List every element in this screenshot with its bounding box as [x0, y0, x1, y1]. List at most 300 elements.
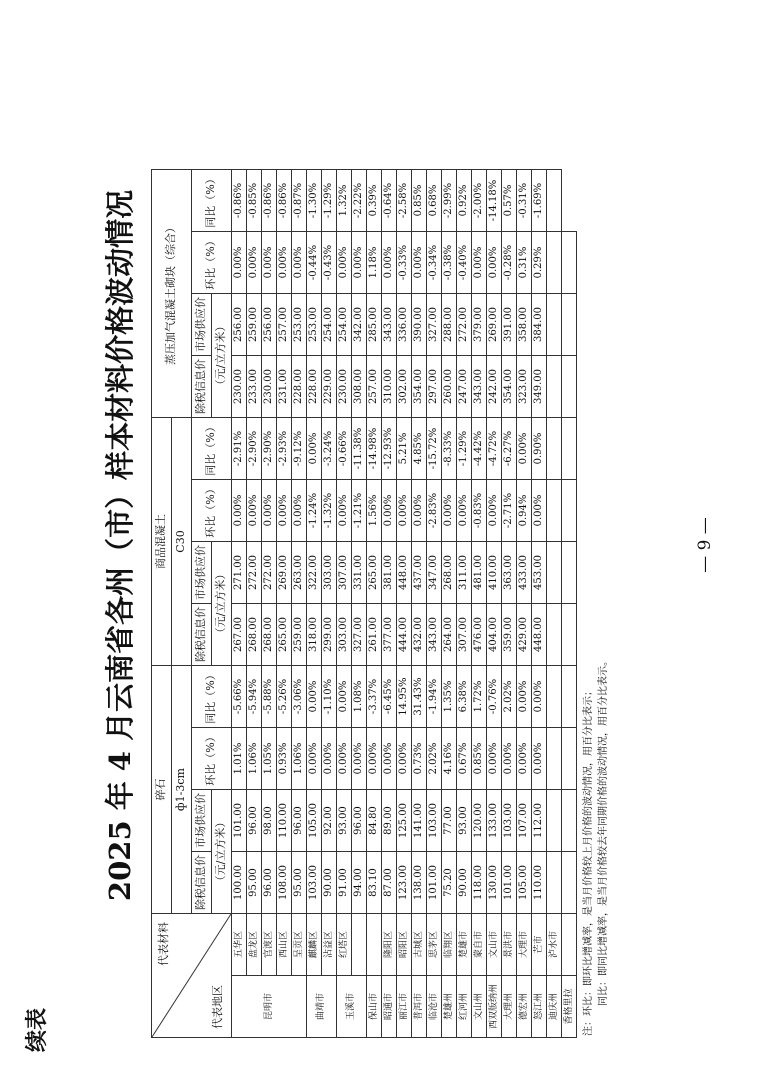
value-cell: 1.56% — [367, 480, 382, 542]
city-cell: 怒江州 — [532, 976, 547, 1038]
table-row — [532, 170, 547, 1038]
value-cell: 437.00 — [412, 542, 427, 604]
col-ex-tax-1: 除税信息价 — [192, 852, 212, 914]
value-cell — [562, 480, 577, 542]
city-cell: 玉溪市 — [337, 976, 367, 1038]
value-cell: -11.38% — [352, 418, 367, 480]
value-cell: 0.00% — [502, 728, 517, 790]
col-market-1: 市场供应价 — [192, 790, 212, 852]
rotated-content — [95, 53, 635, 1038]
value-cell: 0.00% — [412, 232, 427, 294]
value-cell: 0.00% — [337, 232, 352, 294]
note-yoy: 同比：即同比增减率，是当月价格较去年同期价格的波动情况，用百分比表示。 — [598, 656, 609, 1006]
value-cell: 118.00 — [472, 852, 487, 914]
value-cell: 0.00% — [382, 480, 397, 542]
city-cell: 红河州 — [457, 976, 472, 1038]
value-cell: 303.00 — [322, 542, 337, 604]
value-cell: 268.00 — [262, 604, 277, 666]
district-cell: 西山区 — [277, 914, 292, 976]
value-cell: 1.35% — [442, 666, 457, 728]
value-cell: 0.00% — [517, 418, 532, 480]
value-cell: 230.00 — [232, 356, 247, 418]
city-cell: 普洱市 — [412, 976, 427, 1038]
value-cell: -6.27% — [502, 418, 517, 480]
col-mom-3: 环比（%） — [192, 232, 232, 294]
value-cell: -2.00% — [472, 170, 487, 232]
value-cell: 429.00 — [517, 604, 532, 666]
value-cell: -12.93% — [382, 418, 397, 480]
value-cell: 307.00 — [457, 604, 472, 666]
value-cell: 2.02% — [502, 666, 517, 728]
district-cell — [367, 914, 382, 976]
value-cell: 77.00 — [442, 790, 457, 852]
city-cell: 西双版纳州 — [487, 976, 502, 1038]
value-cell — [547, 852, 562, 914]
value-cell: 444.00 — [397, 604, 412, 666]
value-cell: -5.88% — [262, 666, 277, 728]
value-cell: 120.00 — [472, 790, 487, 852]
value-cell: 14.95% — [397, 666, 412, 728]
value-cell — [562, 728, 577, 790]
value-cell: 84.80 — [367, 790, 382, 852]
value-cell: 230.00 — [337, 356, 352, 418]
table-row — [232, 170, 247, 1038]
value-cell: 343.00 — [427, 604, 442, 666]
value-cell: 0.85% — [472, 728, 487, 790]
value-cell: 272.00 — [457, 294, 472, 356]
value-cell: 379.00 — [472, 294, 487, 356]
value-cell: 123.00 — [397, 852, 412, 914]
value-cell: 101.00 — [502, 852, 517, 914]
value-cell: 336.00 — [397, 294, 412, 356]
value-cell: -5.66% — [232, 666, 247, 728]
value-cell: 0.00% — [307, 728, 322, 790]
value-cell: -1.10% — [322, 666, 337, 728]
value-cell: 94.00 — [352, 852, 367, 914]
value-cell: -4.72% — [487, 418, 502, 480]
value-cell: 0.00% — [532, 480, 547, 542]
value-cell: 0.00% — [232, 232, 247, 294]
value-cell: 0.00% — [367, 728, 382, 790]
value-cell: 1.72% — [472, 666, 487, 728]
value-cell: 0.00% — [262, 232, 277, 294]
table-row — [442, 170, 457, 1038]
value-cell: -8.33% — [442, 418, 457, 480]
value-cell: -2.90% — [262, 418, 277, 480]
value-cell: -0.34% — [427, 232, 442, 294]
value-cell: 343.00 — [382, 294, 397, 356]
value-cell: 108.00 — [277, 852, 292, 914]
value-cell: -1.29% — [322, 170, 337, 232]
value-cell: 254.00 — [322, 294, 337, 356]
group-name-aac-block: 蒸压加气混凝土砌块（综合） — [152, 170, 192, 418]
table-row — [322, 170, 337, 1038]
value-cell: 0.00% — [397, 480, 412, 542]
col-market-3: 市场供应价 — [192, 294, 212, 356]
value-cell: 133.00 — [487, 790, 502, 852]
value-cell: 1.01% — [232, 728, 247, 790]
value-cell: 247.00 — [457, 356, 472, 418]
header-row-4 — [212, 170, 232, 1038]
value-cell: 1.06% — [247, 728, 262, 790]
value-cell: 253.00 — [292, 294, 307, 356]
value-cell: 0.00% — [247, 232, 262, 294]
value-cell: 1.06% — [292, 728, 307, 790]
value-cell: -0.38% — [442, 232, 457, 294]
value-cell: -5.26% — [277, 666, 292, 728]
city-cell: 文山州 — [472, 976, 487, 1038]
value-cell: 0.00% — [337, 480, 352, 542]
value-cell: -0.31% — [517, 170, 532, 232]
value-cell — [547, 728, 562, 790]
value-cell: 358.00 — [517, 294, 532, 356]
value-cell: 0.31% — [517, 232, 532, 294]
value-cell: -15.72% — [427, 418, 442, 480]
district-cell: 大理市 — [517, 914, 532, 976]
value-cell: 0.92% — [457, 170, 472, 232]
district-cell: 泸水市 — [547, 914, 562, 976]
value-cell: -0.86% — [277, 170, 292, 232]
value-cell: 0.00% — [517, 728, 532, 790]
value-cell: 256.00 — [232, 294, 247, 356]
district-cell: 呈贡区 — [292, 914, 307, 976]
value-cell: 363.00 — [502, 542, 517, 604]
value-cell: -0.33% — [397, 232, 412, 294]
value-cell: 377.00 — [382, 604, 397, 666]
value-cell: 138.00 — [412, 852, 427, 914]
value-cell: -5.94% — [247, 666, 262, 728]
value-cell: 1.05% — [262, 728, 277, 790]
value-cell: 391.00 — [502, 294, 517, 356]
table-row — [337, 170, 352, 1038]
value-cell: 0.00% — [292, 480, 307, 542]
value-cell: -1.94% — [427, 666, 442, 728]
value-cell: 318.00 — [307, 604, 322, 666]
value-cell: 93.00 — [337, 790, 352, 852]
table-row — [262, 170, 277, 1038]
value-cell: 0.00% — [487, 728, 502, 790]
district-cell — [352, 914, 367, 976]
value-cell: 347.00 — [427, 542, 442, 604]
city-cell: 保山市 — [367, 976, 382, 1038]
col-mom-1: 环比（%） — [192, 728, 232, 790]
col-ex-tax-3: 除税信息价 — [192, 356, 212, 418]
value-cell: 130.00 — [487, 852, 502, 914]
value-cell: -14.98% — [367, 418, 382, 480]
value-cell: 0.00% — [487, 480, 502, 542]
value-cell: 331.00 — [352, 542, 367, 604]
value-cell — [547, 480, 562, 542]
value-cell: 83.10 — [367, 852, 382, 914]
district-cell: 五华区 — [232, 914, 247, 976]
value-cell: 31.43% — [412, 666, 427, 728]
value-cell: 272.00 — [247, 542, 262, 604]
value-cell: 285.00 — [367, 294, 382, 356]
price-table — [151, 169, 577, 1038]
value-cell: 96.00 — [247, 790, 262, 852]
table-row — [562, 170, 577, 1038]
value-cell: -1.32% — [322, 480, 337, 542]
value-cell — [547, 604, 562, 666]
value-cell: 5.21% — [397, 418, 412, 480]
value-cell: 0.00% — [472, 232, 487, 294]
value-cell: 269.00 — [277, 542, 292, 604]
value-cell: 299.00 — [322, 604, 337, 666]
value-cell: -0.85% — [247, 170, 262, 232]
city-cell: 大理州 — [502, 976, 517, 1038]
district-cell: 麒麟区 — [307, 914, 322, 976]
value-cell: 390.00 — [412, 294, 427, 356]
value-cell — [547, 170, 562, 232]
value-cell — [562, 914, 577, 976]
value-cell: 311.00 — [457, 542, 472, 604]
value-cell: 0.85% — [412, 170, 427, 232]
district-cell: 盘龙区 — [247, 914, 262, 976]
value-cell: 381.00 — [382, 542, 397, 604]
value-cell: -0.76% — [487, 666, 502, 728]
value-cell: 308.00 — [352, 356, 367, 418]
value-cell — [562, 852, 577, 914]
value-cell: 0.00% — [337, 666, 352, 728]
value-cell: -1.24% — [307, 480, 322, 542]
value-cell: 105.00 — [307, 790, 322, 852]
value-cell: -3.37% — [367, 666, 382, 728]
table-row — [292, 170, 307, 1038]
district-cell: 香格里拉 — [562, 976, 577, 1038]
value-cell: -2.91% — [232, 418, 247, 480]
value-cell: 2.02% — [427, 728, 442, 790]
district-cell: 景洪市 — [502, 914, 517, 976]
value-cell: 101.00 — [427, 852, 442, 914]
value-cell: 90.00 — [322, 852, 337, 914]
table-row — [502, 170, 517, 1038]
corner-region-label: 代表地区 — [211, 985, 225, 1029]
city-cell: 德宏州 — [517, 976, 532, 1038]
value-cell: 0.00% — [277, 480, 292, 542]
value-cell: 432.00 — [412, 604, 427, 666]
value-cell: 0.00% — [532, 666, 547, 728]
table-row — [412, 170, 427, 1038]
district-cell: 隆阳区 — [382, 914, 397, 976]
value-cell: 453.00 — [532, 542, 547, 604]
value-cell: 257.00 — [367, 356, 382, 418]
value-cell: 0.00% — [307, 666, 322, 728]
district-cell: 芒市 — [532, 914, 547, 976]
value-cell: 0.93% — [277, 728, 292, 790]
value-cell: 0.00% — [232, 480, 247, 542]
value-cell: -2.99% — [442, 170, 457, 232]
value-cell: 343.00 — [472, 356, 487, 418]
value-cell: 0.29% — [532, 232, 547, 294]
value-cell: -1.21% — [352, 480, 367, 542]
table-row — [457, 170, 472, 1038]
city-cell: 丽江市 — [397, 976, 412, 1038]
table-row — [547, 170, 562, 1038]
table-row — [247, 170, 262, 1038]
value-cell: 1.32% — [337, 170, 352, 232]
col-ex-tax-2: 除税信息价 — [192, 604, 212, 666]
value-cell: 0.00% — [247, 480, 262, 542]
value-cell: 228.00 — [292, 356, 307, 418]
value-cell: 307.00 — [337, 542, 352, 604]
value-cell: 0.00% — [517, 666, 532, 728]
table-row — [382, 170, 397, 1038]
value-cell: -0.66% — [337, 418, 352, 480]
value-cell: 242.00 — [487, 356, 502, 418]
value-cell: 349.00 — [532, 356, 547, 418]
value-cell: 0.67% — [457, 728, 472, 790]
value-cell — [547, 232, 562, 294]
value-cell: 96.00 — [292, 790, 307, 852]
value-cell: 100.00 — [232, 852, 247, 914]
table-notes — [581, 656, 611, 1036]
district-cell: 楚雄市 — [457, 914, 472, 976]
value-cell: 6.38% — [457, 666, 472, 728]
value-cell: -0.43% — [322, 232, 337, 294]
value-cell: -14.18% — [487, 170, 502, 232]
value-cell: 404.00 — [487, 604, 502, 666]
value-cell: 297.00 — [427, 356, 442, 418]
district-cell: 古城区 — [412, 914, 427, 976]
value-cell: -9.12% — [292, 418, 307, 480]
value-cell: 103.00 — [307, 852, 322, 914]
value-cell: 1.08% — [352, 666, 367, 728]
value-cell — [562, 542, 577, 604]
group-spec-crushed-stone: ф1-3cm — [172, 666, 192, 914]
value-cell: 261.00 — [367, 604, 382, 666]
table-row — [487, 170, 502, 1038]
value-cell: 0.90% — [532, 418, 547, 480]
value-cell: 75.20 — [442, 852, 457, 914]
city-cell: 曲靖市 — [307, 976, 337, 1038]
value-cell: 263.00 — [292, 542, 307, 604]
value-cell: 0.00% — [352, 728, 367, 790]
value-cell: -2.71% — [502, 480, 517, 542]
col-market-2: 市场供应价 — [192, 542, 212, 604]
value-cell: 103.00 — [427, 790, 442, 852]
value-cell: 92.00 — [322, 790, 337, 852]
value-cell: -0.86% — [232, 170, 247, 232]
value-cell: 0.68% — [427, 170, 442, 232]
value-cell: 93.00 — [457, 790, 472, 852]
value-cell: -6.45% — [382, 666, 397, 728]
value-cell — [547, 666, 562, 728]
header-row-1 — [152, 170, 172, 1038]
value-cell: 267.00 — [232, 604, 247, 666]
value-cell: -0.86% — [262, 170, 277, 232]
value-cell: 303.00 — [337, 604, 352, 666]
value-cell — [562, 232, 577, 294]
page-label: 续表 — [24, 1007, 50, 1052]
value-cell: 481.00 — [472, 542, 487, 604]
value-cell: -3.24% — [322, 418, 337, 480]
value-cell — [547, 790, 562, 852]
page-number: — 9 — — [695, 517, 715, 573]
value-cell: 110.00 — [532, 852, 547, 914]
value-cell: 141.00 — [412, 790, 427, 852]
value-cell: 265.00 — [367, 542, 382, 604]
value-cell: 95.00 — [292, 852, 307, 914]
city-cell: 昭通市 — [382, 976, 397, 1038]
district-cell: 文山市 — [487, 914, 502, 976]
value-cell: -1.69% — [532, 170, 547, 232]
value-cell: 0.00% — [292, 232, 307, 294]
col-mom-2: 环比（%） — [192, 480, 232, 542]
value-cell: 95.00 — [247, 852, 262, 914]
value-cell: 359.00 — [502, 604, 517, 666]
value-cell: 271.00 — [232, 542, 247, 604]
col-yoy-2: 同比（%） — [192, 418, 232, 480]
value-cell: 433.00 — [517, 542, 532, 604]
value-cell: 476.00 — [472, 604, 487, 666]
district-cell: 沾益区 — [322, 914, 337, 976]
table-row — [427, 170, 442, 1038]
value-cell: 112.00 — [532, 790, 547, 852]
value-cell: 1.18% — [367, 232, 382, 294]
value-cell: 384.00 — [532, 294, 547, 356]
table-row — [397, 170, 412, 1038]
value-cell: 354.00 — [412, 356, 427, 418]
value-cell: 0.00% — [352, 232, 367, 294]
price-table-body — [152, 170, 577, 1038]
value-cell: -0.87% — [292, 170, 307, 232]
district-cell: 临翔区 — [442, 914, 457, 976]
value-cell: -0.44% — [307, 232, 322, 294]
value-cell — [562, 790, 577, 852]
corner-material-label: 代表材料 — [157, 922, 170, 966]
value-cell: -3.06% — [292, 666, 307, 728]
value-cell: 0.00% — [382, 728, 397, 790]
value-cell: 272.00 — [262, 542, 277, 604]
value-cell: 233.00 — [247, 356, 262, 418]
value-cell: 0.00% — [382, 232, 397, 294]
value-cell: -0.40% — [457, 232, 472, 294]
value-cell: 230.00 — [262, 356, 277, 418]
value-cell: 96.00 — [352, 790, 367, 852]
value-cell: 0.00% — [457, 480, 472, 542]
value-cell: 0.00% — [337, 728, 352, 790]
value-cell: 254.00 — [337, 294, 352, 356]
value-cell: 228.00 — [307, 356, 322, 418]
value-cell: 231.00 — [277, 356, 292, 418]
value-cell: -1.30% — [307, 170, 322, 232]
value-cell: 322.00 — [307, 542, 322, 604]
value-cell: -2.22% — [352, 170, 367, 232]
district-cell: 蒙自市 — [472, 914, 487, 976]
group-name-concrete: 商品混凝土 — [152, 418, 172, 666]
value-cell: 101.00 — [232, 790, 247, 852]
value-cell: 4.16% — [442, 728, 457, 790]
table-row — [367, 170, 382, 1038]
value-cell: 107.00 — [517, 790, 532, 852]
value-cell: 327.00 — [427, 294, 442, 356]
unit-label-3: （元/立方米） — [212, 294, 232, 418]
value-cell: 256.00 — [262, 294, 277, 356]
value-cell: 0.00% — [307, 418, 322, 480]
value-cell: -2.83% — [427, 480, 442, 542]
table-row — [277, 170, 292, 1038]
value-cell: 354.00 — [502, 356, 517, 418]
value-cell: 259.00 — [247, 294, 262, 356]
value-cell: 0.00% — [322, 728, 337, 790]
value-cell: 103.00 — [502, 790, 517, 852]
col-yoy-1: 同比（%） — [192, 666, 232, 728]
value-cell — [547, 294, 562, 356]
group-name-crushed-stone: 碎石 — [152, 666, 172, 914]
group-spec-concrete: C30 — [172, 418, 192, 666]
value-cell: 0.00% — [397, 728, 412, 790]
value-cell: 268.00 — [247, 604, 262, 666]
